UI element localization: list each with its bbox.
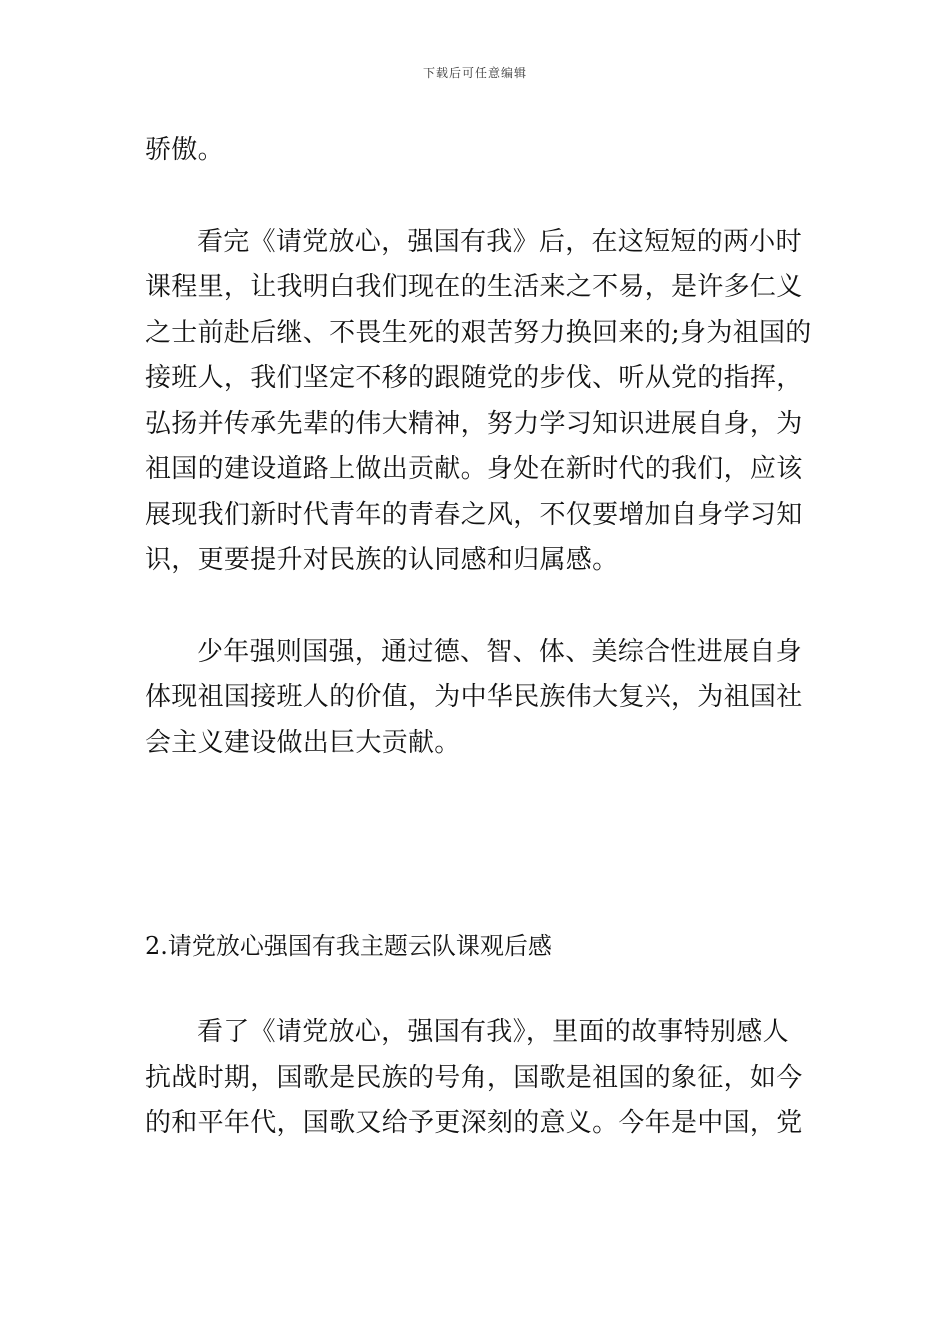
paragraph-line: 看了《请党放心，强国有我》，里面的故事特别感人 [197, 1017, 789, 1047]
paragraph-line: 之士前赴后继、不畏生死的艰苦努力换回来的;身为祖国的 [145, 317, 812, 348]
paragraph-line: 少年强则国强，通过德、智、体、美综合性进展自身 [197, 636, 802, 667]
paragraph-line: 骄傲。 [145, 135, 224, 165]
paragraph-line: 课程里，让我明白我们现在的生活来之不易，是许多仁义 [145, 272, 803, 302]
paragraph-line: 会主义建设做出巨大贡献。 [145, 727, 461, 758]
paragraph-3 [145, 1010, 807, 1147]
page-header: 下载后可任意编辑 [422, 66, 527, 80]
paragraph-line: 看完《请党放心，强国有我》后，在这短短的两小时 [197, 226, 802, 257]
paragraph-line: 弘扬并传承先辈的伟大精神，努力学习知识进展自身，为 [145, 408, 803, 439]
section-heading: 2.请党放心强国有我主题云队课观后感 [145, 932, 552, 960]
paragraph-line: 体现祖国接班人的价值，为中华民族伟大复兴，为祖国社 [145, 682, 803, 712]
paragraph-line: 接班人，我们坚定不移的跟随党的步伐、听从党的指挥， [145, 363, 803, 393]
paragraph-line: 抗战时期，国歌是民族的号角，国歌是祖国的象征，如今 [145, 1062, 803, 1093]
paragraph-2 [145, 630, 807, 767]
paragraph-line: 识，更要提升对民族的认同感和归属感。 [145, 545, 619, 575]
document-body [145, 128, 812, 1147]
paragraph-line: 祖国的建设道路上做出贡献。身处在新时代的我们，应该 [145, 454, 803, 484]
paragraph-line: 的和平年代，国歌又给予更深刻的意义。今年是中国，党 [145, 1108, 803, 1138]
paragraph-line: 展现我们新时代青年的青春之风，不仅要增加自身学习知 [145, 499, 803, 530]
paragraph-1 [145, 220, 812, 584]
